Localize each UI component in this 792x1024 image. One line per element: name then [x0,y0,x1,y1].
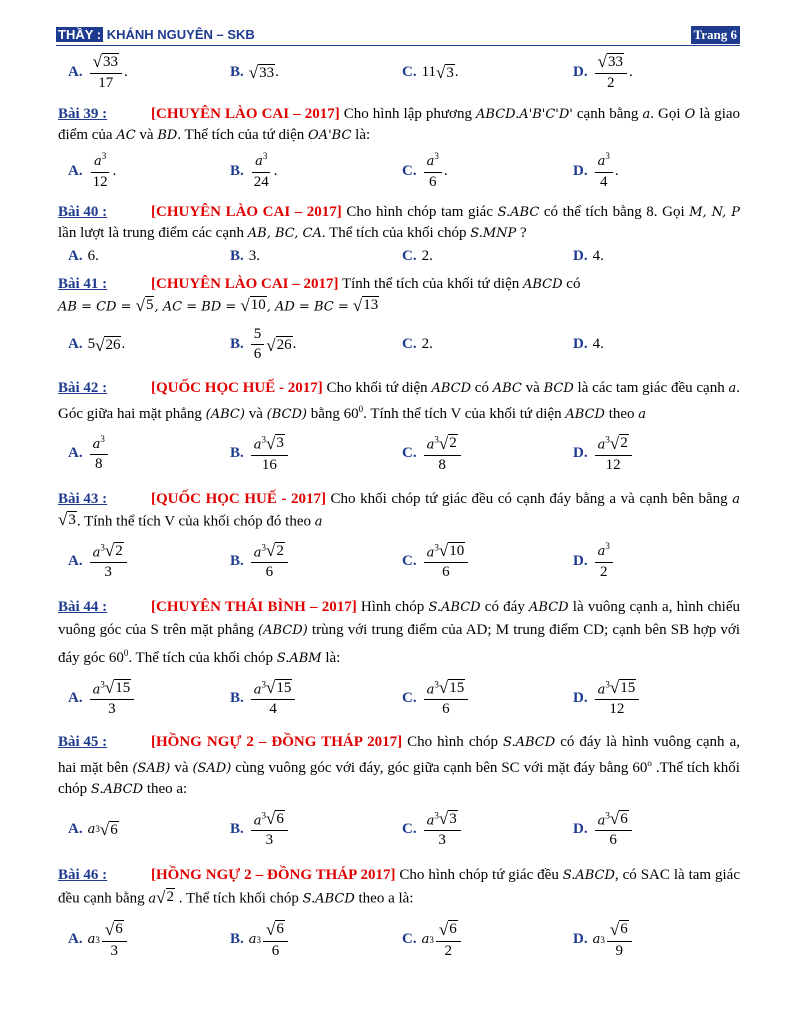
answer-c: C. $a^3$ √ 10 6 [402,532,470,590]
answer-c: C. $a^3$ √ 3 3 [402,800,463,858]
answer-c: C. $\frac{a^3}{6}$ . [402,151,448,190]
answer-b: B. $\frac{a^3}{24}$ . [230,151,278,190]
answer-b: B. 3. [230,247,261,264]
author-label: THẦY : KHÁNH NGUYÊN – SKB [58,27,255,42]
answer-c: C. a 3 √ 6 2 [402,911,463,969]
answer-a: A. $a^3$ √ 15 3 [68,670,136,726]
answer-d: D. 4. [573,336,604,352]
question-42: Bài 42 : [QUỐC HỌC HUẾ - 2017] Cho khối tứ diện ABCD có ABC và BCD là các tam giác đều cạnh a. Góc giữa hai mặt phẳng (ABC) và (BCD) bằng $60^0$. Tính thể tích V của khối tứ diện ABCD theo a [58,379,740,422]
answer-d: D. $a^3$ √ 2 12 [573,425,634,483]
answer-c: C. $a^3$ √ 2 8 [402,425,463,483]
answer-d: D. $a^3$ √ 15 12 [573,670,641,726]
answer-d: D. √ 33 2 . [573,52,633,92]
answer-c: C. 2. [402,247,433,264]
answer-row [58,911,740,969]
answer-row [58,532,740,590]
question-39: Bài 39 : [CHUYÊN LÀO CAI – 2017] Cho hình lập phương ABCD.A'B'C'D' cạnh bằng a. Gọi O là giao điểm của AC và BD. Thể tích của tứ diện OA'BC là: [58,106,741,143]
answer-c: C. 2. [402,336,433,352]
answer-a: A. √ 33 17 . [68,52,128,92]
answer-row [58,425,740,483]
page-header [56,26,740,46]
answer-c: C. 11 √ 3 . [402,63,459,83]
answer-d: D. a 3 √ 6 9 [573,911,634,969]
page-number: Trang 6 [691,26,740,44]
document-body [58,46,740,969]
question-41: Bài 41 : [CHUYÊN LÀO CAI – 2017] Tính thể tích của khối tứ diện ABCD có AB = CD = √ 5 , AC = BD = √ 10 , AD = BC = √ 13 [58,276,581,315]
answer-row [58,146,740,196]
answer-a: A. $\frac{a^3}{12}$ . [68,151,117,190]
question-44: Bài 44 : [CHUYÊN THÁI BÌNH – 2017] Hình chóp S.ABCD có đáy ABCD là vuông cạnh a, hình chiếu vuông góc của S trên mặt phẳng (ABCD) trùng với trung điểm của AD; M trung điểm CD; cạnh bên SB hợp với đáy góc $60^0$. Thể tích của khối chóp S.ABM là: [58,599,740,666]
answer-a: A. a 3 √ 6 [68,820,118,840]
answer-row [58,670,740,726]
answer-a: A. 5 √ 26 . [68,335,126,355]
answer-row [58,318,740,372]
answer-a: A. a 3 √ 6 3 [68,911,129,969]
answer-b: B. $a^3$ √ 2 6 [230,532,290,590]
answer-row [58,46,740,98]
question-43: Bài 43 : [QUỐC HỌC HUẾ - 2017] Cho khối chóp tứ giác đều có cạnh đáy bằng a và cạnh bên bằng a √ 3 . Tính thể tích V của khối chóp đó theo a [58,490,740,529]
answer-b: B. $a^3$ √ 6 3 [230,800,290,858]
answer-d: D. $\frac{a^3}{4}$ . [573,151,619,190]
question-45: Bài 45 : [HỒNG NGỰ 2 – ĐỒNG THÁP 2017] Cho hình chóp S.ABCD có đáy là hình vuông cạnh a, hai mặt bên (SAB) và (SAD) cùng vuông góc với đáy, góc giữa cạnh bên SC với mặt đáy bằng 60$^o$ .Thể tích khối chóp S.ABCD theo a: [58,734,740,797]
answer-a: A. 6. [68,247,99,264]
answer-row [58,800,740,858]
answer-b: B. $a^3$ √ 15 4 [230,670,297,726]
answer-c: C. $a^3$ √ 15 6 [402,670,470,726]
answer-d: D. $a^3$ √ 6 6 [573,800,634,858]
answer-b: B. √ 33 . [230,63,279,83]
answer-b: B. a 3 √ 6 6 [230,911,290,969]
answer-b: B. $a^3$ √ 3 16 [230,425,290,483]
question-46: Bài 46 : [HỒNG NGỰ 2 – ĐỒNG THÁP 2017] Cho hình chóp tứ giác đều S.ABCD, có SAC là tam giác đều cạnh bằng a √ 2 . Thể tích khối chóp S.ABCD theo a là: [58,867,740,907]
question-40: Bài 40 : [CHUYÊN LÀO CAI – 2017] Cho hình chóp tam giác S.ABC có thể tích bằng 8. Gọi M, N, P lần lượt là trung điểm các cạnh AB, BC, CA. Thể tích của khối chóp S.MNP ? [58,204,741,241]
answer-b: B. $\frac{5}{6}$ √ 26 . [230,325,297,362]
answer-d: D. $\frac{a^3}{2}$ [573,532,615,590]
answer-row [58,244,740,268]
answer-d: D. 4. [573,247,604,264]
answer-a: A. $\frac{a^3}{8}$ [68,425,110,483]
answer-a: A. $a^3$ √ 2 3 [68,532,129,590]
